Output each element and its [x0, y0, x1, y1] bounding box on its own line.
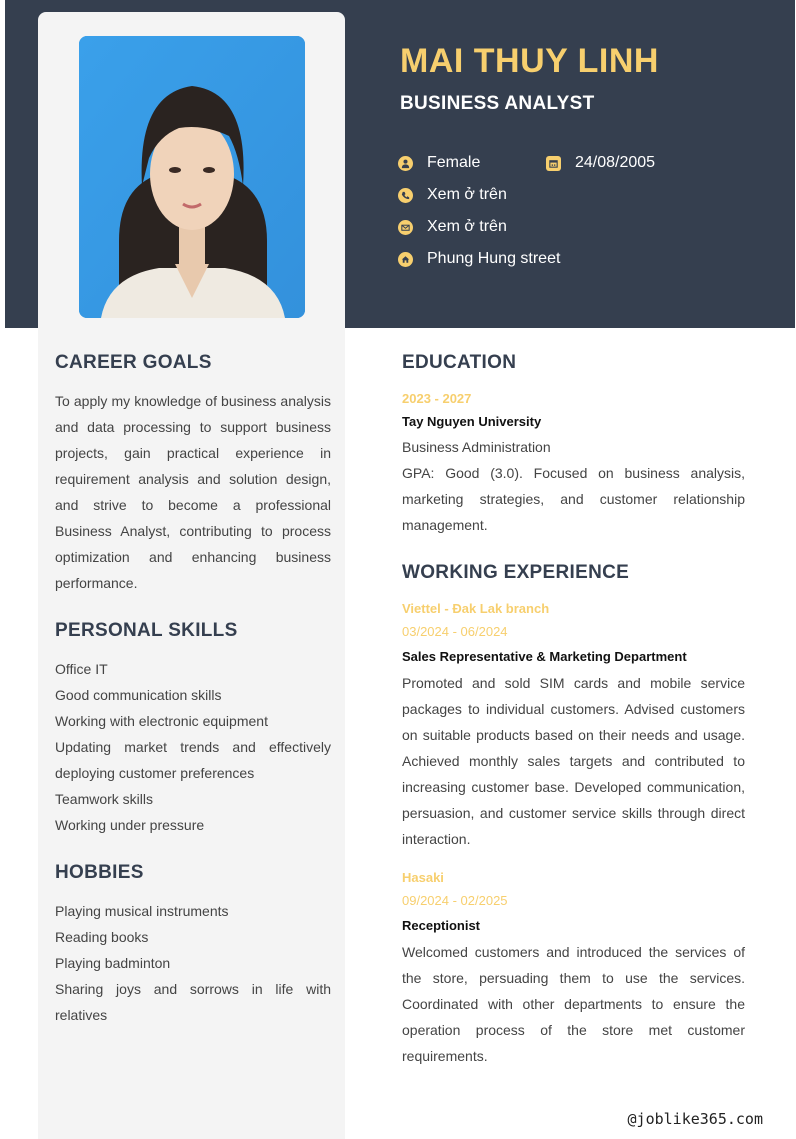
hobbies-heading: HOBBIES — [55, 862, 144, 883]
education-major: Business Administration — [402, 439, 551, 455]
phone-info — [398, 186, 507, 204]
email-text: Xem ở trên — [427, 218, 507, 235]
career-goals-heading: CAREER GOALS — [55, 352, 212, 373]
user-icon — [398, 156, 413, 171]
skill-item: Working with electronic equipment — [55, 713, 268, 729]
education-period: 2023 - 2027 — [402, 391, 472, 406]
gender-info — [398, 154, 480, 172]
hobby-item: Playing musical instruments — [55, 903, 229, 919]
gender-text: Female — [427, 154, 481, 171]
profile-photo — [79, 36, 305, 318]
skill-item: Good communication skills — [55, 687, 222, 703]
skill-item: Working under pressure — [55, 817, 205, 833]
job-period: 09/2024 - 02/2025 — [402, 893, 508, 908]
address-info — [398, 250, 560, 268]
job-description: Promoted and sold SIM cards and mobile service packages to individual customers. Advised customers on suitable products based on their needs and usage. Achieved monthly sales targets and contributed to increasing customer base. Developed communication, persuasion, and customer service skills through direct interaction. — [402, 675, 745, 847]
phone-icon — [398, 188, 413, 203]
watermark-text: @joblike365.com — [627, 1110, 763, 1128]
hobby-item: Playing badminton — [55, 955, 171, 971]
skill-item: Office IT — [55, 661, 108, 677]
email-info — [398, 218, 507, 236]
experience-heading: WORKING EXPERIENCE — [402, 562, 630, 583]
envelope-icon — [398, 220, 413, 235]
job-period: 03/2024 - 06/2024 — [402, 624, 508, 639]
address-text: Phung Hung street — [427, 250, 561, 267]
career-goals-text: To apply my knowledge of business analysis and data processing to support business projects, gain practical experience in requirement analysis and solution design, and strive to become a professional Business Analyst, contributing to process optimization and enhancing business performance. — [55, 393, 331, 591]
education-heading: EDUCATION — [402, 352, 517, 373]
personal-skills-heading: PERSONAL SKILLS — [55, 620, 238, 641]
birthdate-text: 24/08/2005 — [575, 154, 656, 171]
hobbies-list — [55, 898, 331, 1028]
candidate-title: BUSINESS ANALYST — [400, 93, 595, 114]
birthdate-info — [546, 154, 655, 172]
candidate-name: MAI THUY LINH — [400, 42, 659, 80]
job-company: Viettel - Đak Lak branch — [402, 601, 550, 616]
hobby-item: Sharing joys and sorrows in life with relatives — [55, 981, 331, 1023]
job-position: Sales Representative & Marketing Department — [402, 649, 687, 664]
home-icon — [398, 252, 413, 267]
education-description: GPA: Good (3.0). Focused on business analysis, marketing strategies, and customer relationship management. — [402, 465, 745, 533]
education-school: Tay Nguyen University — [402, 414, 542, 429]
skill-item: Teamwork skills — [55, 791, 154, 807]
phone-text: Xem ở trên — [427, 186, 507, 203]
job-company: Hasaki — [402, 870, 444, 885]
hobby-item: Reading books — [55, 929, 149, 945]
skills-list — [55, 656, 331, 838]
calendar-icon — [546, 156, 561, 171]
job-description: Welcomed customers and introduced the services of the store, persuading them to use the services. Coordinated with other departments to ensure the operation process of the store met customer requirements. — [402, 944, 745, 1064]
job-position: Receptionist — [402, 918, 481, 933]
skill-item: Updating market trends and effectively deploying customer preferences — [55, 739, 331, 781]
